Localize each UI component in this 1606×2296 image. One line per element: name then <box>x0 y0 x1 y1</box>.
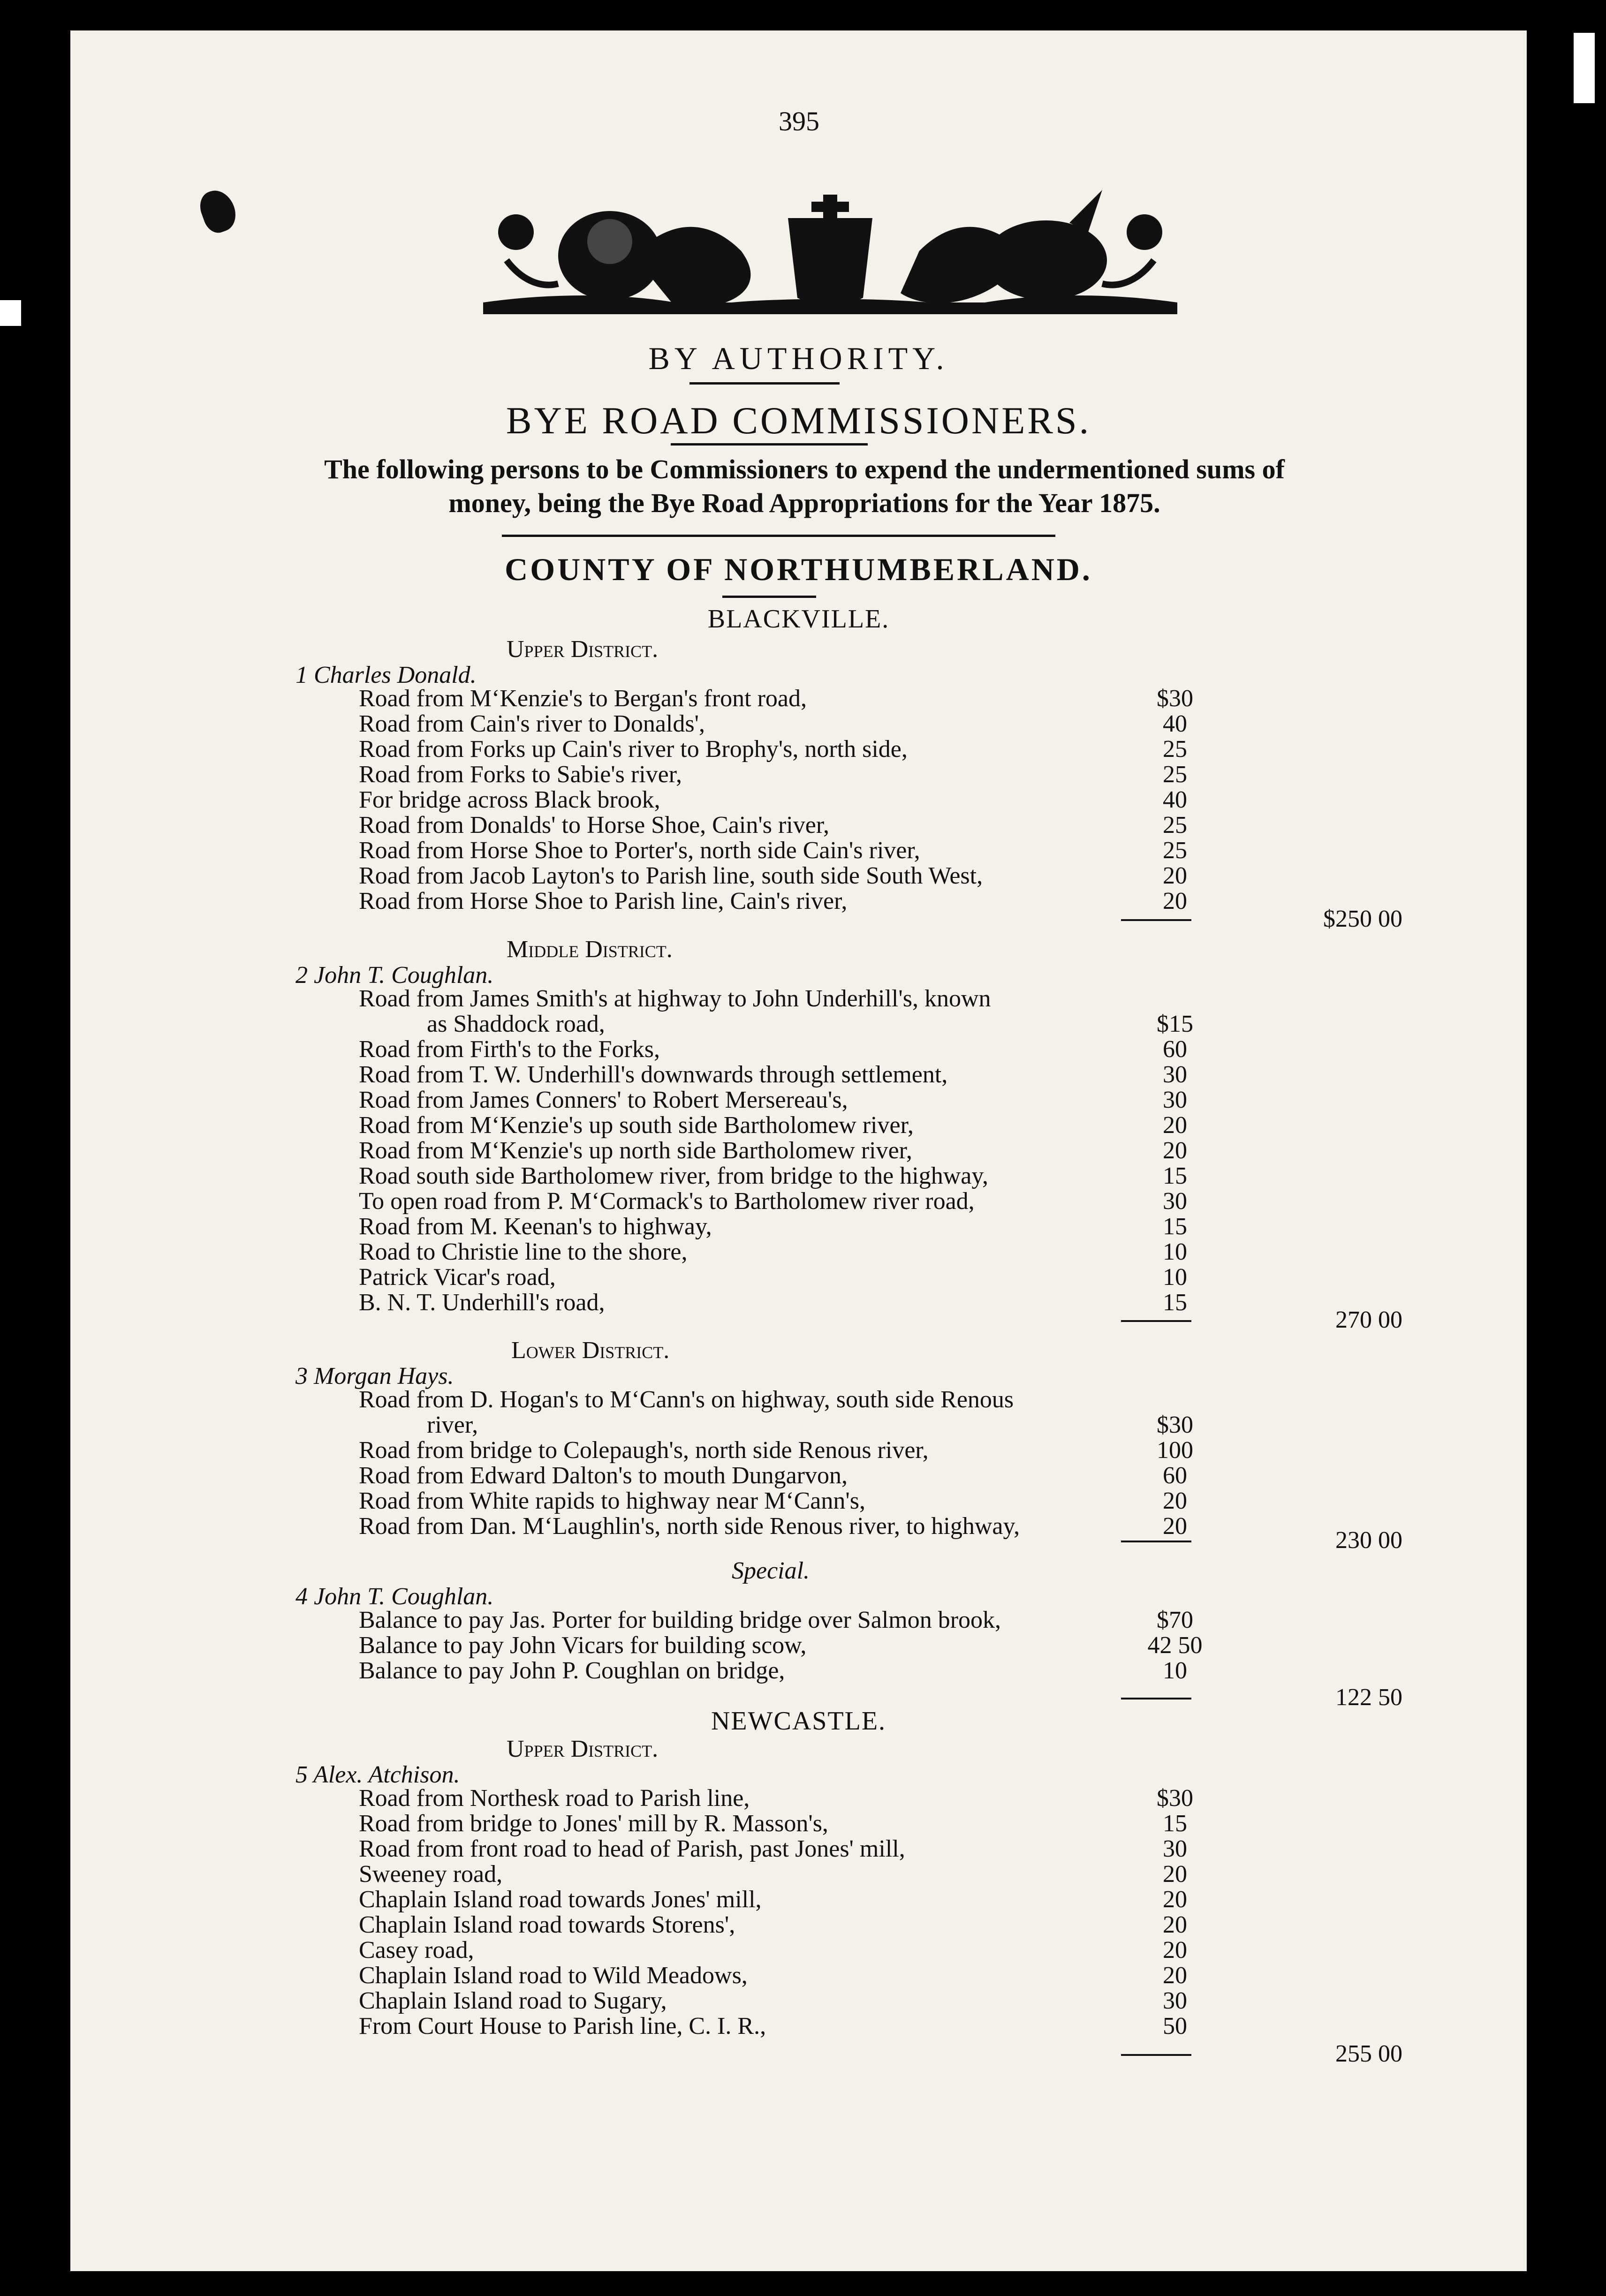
appropriation-amount: 20 <box>1163 1937 1187 1964</box>
district-heading: Upper District. <box>507 636 659 663</box>
parish-heading-blackville: BLACKVILLE. <box>707 604 890 634</box>
commissioner-name: 5 Alex. Atchison. <box>295 1761 460 1788</box>
appropriation-amount: 30 <box>1163 1087 1187 1113</box>
appropriation-item: Road to Christie line to the shore, <box>359 1239 688 1265</box>
appropriation-amount: 15 <box>1163 1213 1187 1240</box>
appropriation-item: as Shaddock road, <box>427 1011 605 1037</box>
appropriation-item: Road from James Conners' to Robert Mersereau's, <box>359 1087 848 1113</box>
appropriation-item: Road from bridge to Jones' mill by R. Masson's, <box>359 1810 828 1837</box>
commissioner-name: 3 Morgan Hays. <box>295 1363 454 1390</box>
scan-tab-right <box>1574 33 1595 103</box>
appropriation-amount: 15 <box>1163 1810 1187 1837</box>
by-authority-heading: BY AUTHORITY. <box>648 340 949 376</box>
appropriation-item: Road from M‘Kenzie's up north side Bartholomew river, <box>359 1137 912 1164</box>
appropriation-item: Road from T. W. Underhill's downwards through settlement, <box>359 1061 948 1088</box>
appropriation-amount: 20 <box>1163 888 1187 914</box>
district-total: 230 00 <box>1335 1527 1402 1554</box>
royal-coat-of-arms-icon <box>478 185 1182 326</box>
appropriation-item: Casey road, <box>359 1937 474 1964</box>
appropriation-item: B. N. T. Underhill's road, <box>359 1289 605 1316</box>
appropriation-amount: 30 <box>1163 1835 1187 1862</box>
appropriation-amount: 25 <box>1163 761 1187 788</box>
appropriation-item: Road from D. Hogan's to M‘Cann's on highway, south side Renous <box>359 1386 1014 1413</box>
appropriation-item: Road from bridge to Colepaugh's, north side Renous river, <box>359 1437 929 1464</box>
appropriation-amount: 20 <box>1163 1112 1187 1139</box>
district-total: 270 00 <box>1335 1307 1402 1333</box>
appropriation-amount: 60 <box>1163 1462 1187 1489</box>
parish-heading-newcastle: NEWCASTLE. <box>711 1707 886 1736</box>
appropriation-item: Road from Northesk road to Parish line, <box>359 1785 750 1812</box>
appropriation-item: Road from Forks to Sabie's river, <box>359 761 682 788</box>
appropriation-amount: 25 <box>1163 837 1187 864</box>
appropriation-item: Road from M. Keenan's to highway, <box>359 1213 712 1240</box>
appropriation-item: Road from Jacob Layton's to Parish line, south side South West, <box>359 862 983 889</box>
appropriation-item: Road from front road to head of Parish, past Jones' mill, <box>359 1835 905 1862</box>
appropriation-item: Road from Horse Shoe to Parish line, Cain's river, <box>359 888 848 914</box>
appropriation-item: Balance to pay Jas. Porter for building bridge over Salmon brook, <box>359 1607 1001 1633</box>
appropriation-item: Balance to pay John P. Coughlan on bridge, <box>359 1657 785 1684</box>
district-heading: Middle District. <box>507 936 673 963</box>
district-heading: Lower District. <box>511 1337 670 1364</box>
sum-rule <box>1121 919 1191 921</box>
appropriation-item: Road from White rapids to highway near M‘Cann's, <box>359 1488 865 1514</box>
appropriation-amount: 30 <box>1163 1188 1187 1215</box>
appropriation-amount: 30 <box>1163 1061 1187 1088</box>
commissioner-name: 2 John T. Coughlan. <box>295 962 494 989</box>
appropriation-amount: 10 <box>1163 1657 1187 1684</box>
appropriation-item: Balance to pay John Vicars for building scow, <box>359 1632 807 1659</box>
appropriation-amount: 40 <box>1163 710 1187 737</box>
commissioner-name: 4 John T. Coughlan. <box>295 1583 494 1610</box>
sum-rule <box>1121 1698 1191 1699</box>
appropriation-item: Road from M‘Kenzie's up south side Bartholomew river, <box>359 1112 914 1139</box>
appropriation-item: Road from Donalds' to Horse Shoe, Cain's river, <box>359 812 830 838</box>
divider <box>722 596 816 598</box>
appropriation-item: Chaplain Island road towards Storens', <box>359 1911 735 1938</box>
appropriation-amount: 20 <box>1163 1861 1187 1888</box>
appropriation-amount: $70 <box>1157 1607 1193 1633</box>
appropriation-amount: $30 <box>1157 1412 1193 1438</box>
appropriation-amount: 30 <box>1163 1987 1187 2014</box>
appropriation-item: Road from Horse Shoe to Porter's, north side Cain's river, <box>359 837 920 864</box>
appropriation-amount: 25 <box>1163 812 1187 838</box>
appropriation-item: river, <box>427 1412 478 1438</box>
appropriation-item: To open road from P. M‘Cormack's to Bartholomew river road, <box>359 1188 975 1215</box>
appropriation-amount: 10 <box>1163 1239 1187 1265</box>
appropriation-amount: 50 <box>1163 2013 1187 2039</box>
county-heading: COUNTY OF NORTHUMBERLAND. <box>505 551 1092 587</box>
commissioner-name: 1 Charles Donald. <box>295 662 477 688</box>
appropriation-item: Road from James Smith's at highway to John Underhill's, known <box>359 985 991 1012</box>
appropriation-amount: 20 <box>1163 1911 1187 1938</box>
appropriation-amount: 20 <box>1163 1962 1187 1989</box>
appropriation-item: Chaplain Island road to Wild Meadows, <box>359 1962 748 1989</box>
appropriation-amount: 15 <box>1163 1289 1187 1316</box>
appropriation-amount: $30 <box>1157 685 1193 712</box>
appropriation-item: Chaplain Island road to Sugary, <box>359 1987 667 2014</box>
ink-blot <box>196 186 241 237</box>
appropriation-amount: 20 <box>1163 1513 1187 1540</box>
appropriation-amount: 42 50 <box>1147 1632 1203 1659</box>
document-page <box>70 30 1527 2271</box>
appropriation-item: Road from M‘Kenzie's to Bergan's front road, <box>359 685 807 712</box>
appropriation-item: Chaplain Island road towards Jones' mill, <box>359 1886 762 1913</box>
appropriation-item: Road from Edward Dalton's to mouth Dungarvon, <box>359 1462 848 1489</box>
district-total: $250 00 <box>1323 906 1402 932</box>
appropriation-amount: 20 <box>1163 862 1187 889</box>
district-total: 122 50 <box>1335 1684 1402 1711</box>
appropriation-amount: 20 <box>1163 1488 1187 1514</box>
appropriation-amount: 40 <box>1163 786 1187 813</box>
district-heading: Upper District. <box>507 1736 659 1762</box>
sum-rule <box>1121 1541 1191 1542</box>
divider <box>689 382 840 385</box>
appropriation-item: Road from Firth's to the Forks, <box>359 1036 660 1063</box>
district-total: 255 00 <box>1335 2040 1402 2067</box>
sum-rule <box>1121 2054 1191 2056</box>
appropriation-item: Road from Dan. M‘Laughlin's, north side Renous river, to highway, <box>359 1513 1020 1540</box>
appropriation-item: Road from Forks up Cain's river to Brophy's, north side, <box>359 736 908 763</box>
appropriation-item: Patrick Vicar's road, <box>359 1264 556 1291</box>
scan-tab-left <box>0 300 21 326</box>
district-heading: Special. <box>732 1557 810 1584</box>
appropriation-amount: 20 <box>1163 1886 1187 1913</box>
page-title: BYE ROAD COMMISSIONERS. <box>506 399 1091 442</box>
appropriation-item: Sweeney road, <box>359 1861 503 1888</box>
appropriation-amount: 20 <box>1163 1137 1187 1164</box>
divider <box>502 535 1055 537</box>
divider <box>671 443 868 446</box>
appropriation-item: Road south side Bartholomew river, from bridge to the highway, <box>359 1163 988 1189</box>
appropriation-amount: 15 <box>1163 1163 1187 1189</box>
intro-paragraph: The following persons to be Commissioners to expend the undermentioned sums of money, being the Bye Road Appropriations for the Year 1875. <box>324 454 1285 518</box>
page-number: 395 <box>779 106 819 136</box>
appropriation-amount: 60 <box>1163 1036 1187 1063</box>
appropriation-amount: $15 <box>1157 1011 1193 1037</box>
sum-rule <box>1121 1320 1191 1322</box>
appropriation-amount: 10 <box>1163 1264 1187 1291</box>
appropriation-item: From Court House to Parish line, C. I. R., <box>359 2013 766 2039</box>
appropriation-item: Road from Cain's river to Donalds', <box>359 710 705 737</box>
appropriation-amount: $30 <box>1157 1785 1193 1812</box>
appropriation-amount: 100 <box>1157 1437 1193 1464</box>
appropriation-item: For bridge across Black brook, <box>359 786 660 813</box>
appropriation-amount: 25 <box>1163 736 1187 763</box>
